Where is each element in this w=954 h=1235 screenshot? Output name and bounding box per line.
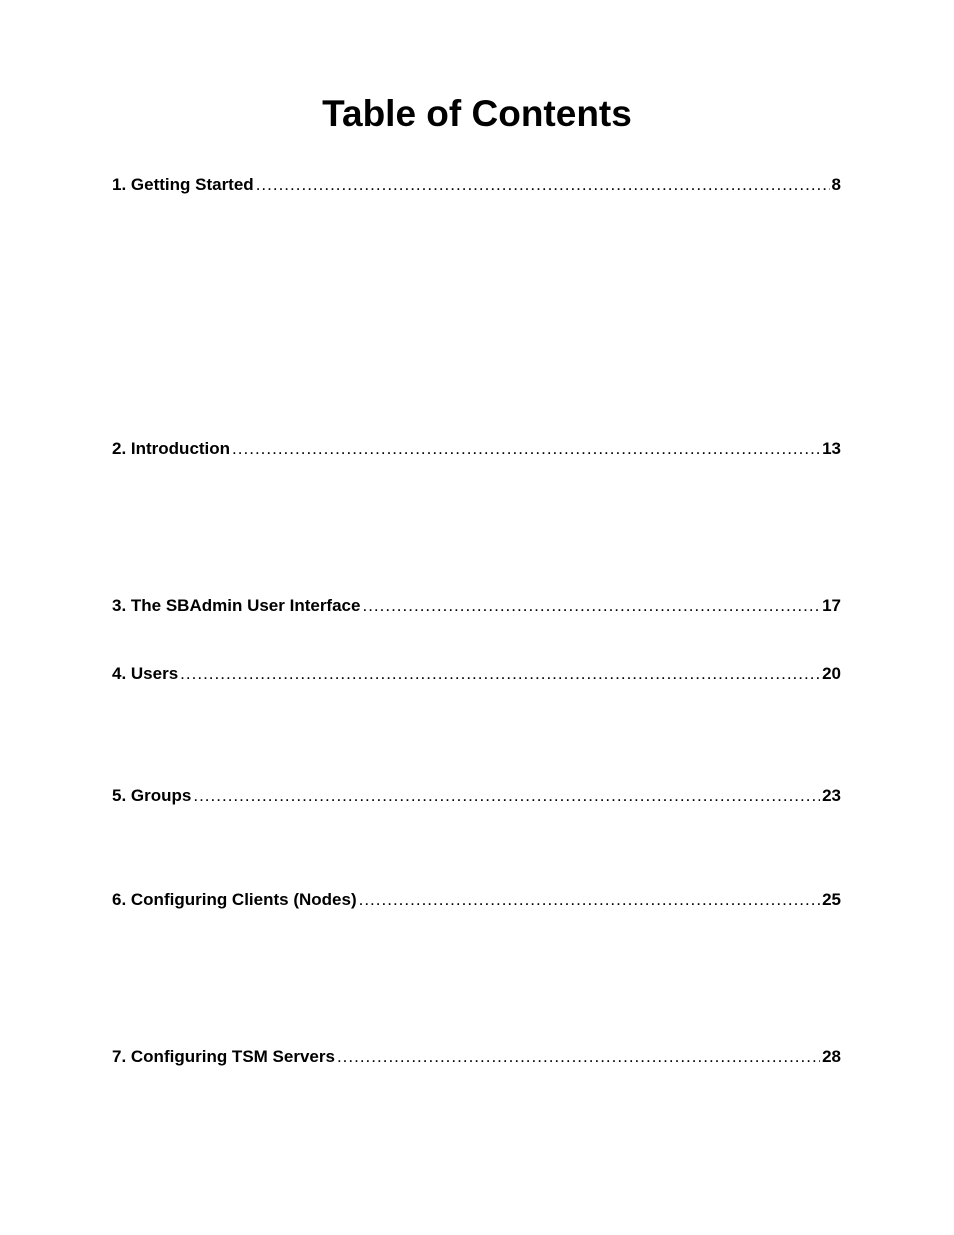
toc-entry-page-number: 28 [822,1047,841,1066]
page-title: Table of Contents [322,93,632,134]
toc-entry-label: 6. Configuring Clients (Nodes) [112,890,357,909]
toc-entry-introduction[interactable] [112,438,841,460]
toc-entry-label: 5. Groups [112,786,192,805]
toc-dot-leader [337,1046,820,1068]
toc-dot-leader [359,889,820,911]
toc-dot-leader [180,663,820,685]
toc-entry-getting-started[interactable] [112,174,841,196]
toc-dot-leader [256,174,830,196]
toc-entry-page-number: 13 [822,439,841,458]
toc-entry-page-number: 17 [822,596,841,615]
toc-entry-label: 3. The SBAdmin User Interface [112,596,361,615]
toc-entry-configuring-clients[interactable] [112,889,841,911]
toc-entry-label: 4. Users [112,664,179,683]
toc-dot-leader [193,785,820,807]
toc-entry-configuring-tsm-servers[interactable] [112,1046,841,1068]
toc-entry-label: 1. Getting Started [112,175,254,194]
toc-entry-page-number: 20 [822,664,841,683]
toc-entry-page-number: 8 [831,175,841,194]
toc-entry-page-number: 25 [822,890,841,909]
toc-entry-page-number: 23 [822,786,841,805]
toc-entry-users[interactable] [112,663,841,685]
toc-entry-label: 2. Introduction [112,439,231,458]
toc-dot-leader [232,438,820,460]
toc-entry-label: 7. Configuring TSM Servers [112,1047,335,1066]
toc-entry-sbadmin-user-interface[interactable] [112,595,841,617]
toc-entry-groups[interactable] [112,785,841,807]
toc-dot-leader [362,595,820,617]
